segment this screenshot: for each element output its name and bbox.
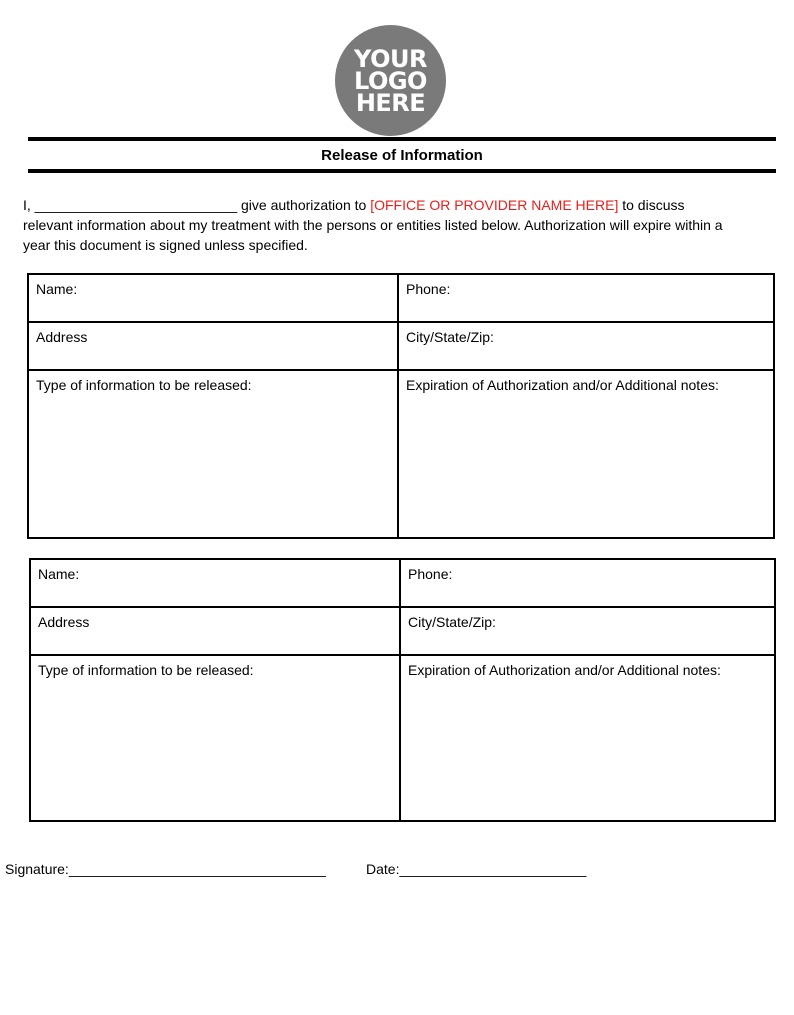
phone-field[interactable]: [400, 559, 775, 607]
expiration-notes-label: Expiration of Authorization and/or Additional notes:: [408, 662, 721, 678]
contact-table-1: [27, 273, 775, 539]
logo-placeholder: [335, 25, 446, 136]
document-title: Release of Information: [321, 147, 483, 164]
address-field[interactable]: [30, 607, 400, 655]
logo-line-3: HERE: [355, 88, 426, 117]
signature-line[interactable]: Signature:_________________________________: [5, 861, 326, 877]
provider-name-placeholder: [OFFICE OR PROVIDER NAME HERE]: [370, 197, 619, 213]
statement-suffix: to discuss relevant information about my treatment with the persons or entities listed below. Authorization will expire within a year this document is signed unless specified.: [23, 197, 723, 253]
address-field[interactable]: [28, 322, 398, 370]
address-label: Address: [36, 329, 88, 345]
title-rule-top: [28, 137, 776, 141]
expiration-notes-label: Expiration of Authorization and/or Additional notes:: [406, 377, 719, 393]
name-field[interactable]: [30, 559, 400, 607]
city-state-zip-label: City/State/Zip:: [408, 614, 496, 630]
information-type-field[interactable]: [28, 370, 398, 538]
address-label: Address: [38, 614, 90, 630]
information-type-label: Type of information to be released:: [38, 662, 254, 678]
date-line[interactable]: Date:________________________: [366, 861, 587, 877]
title-rule-bottom: [28, 169, 776, 173]
phone-label: Phone:: [408, 566, 453, 582]
city-state-zip-field[interactable]: [398, 322, 774, 370]
name-label: Name:: [36, 281, 78, 297]
information-type-label: Type of information to be released:: [36, 377, 252, 393]
phone-field[interactable]: [398, 274, 774, 322]
city-state-zip-field[interactable]: [400, 607, 775, 655]
contact-table-2: [29, 558, 776, 822]
logo-line-1: YOUR: [354, 44, 427, 73]
city-state-zip-label: City/State/Zip:: [406, 329, 494, 345]
name-field[interactable]: [28, 274, 398, 322]
phone-label: Phone:: [406, 281, 451, 297]
statement-prefix: I, __________________________ give authorization to: [23, 197, 371, 213]
authorization-statement: [23, 195, 723, 255]
expiration-notes-field[interactable]: [398, 370, 774, 538]
logo-line-2: LOGO: [354, 66, 427, 95]
expiration-notes-field[interactable]: [400, 655, 775, 821]
information-type-field[interactable]: [30, 655, 400, 821]
name-label: Name:: [38, 566, 80, 582]
